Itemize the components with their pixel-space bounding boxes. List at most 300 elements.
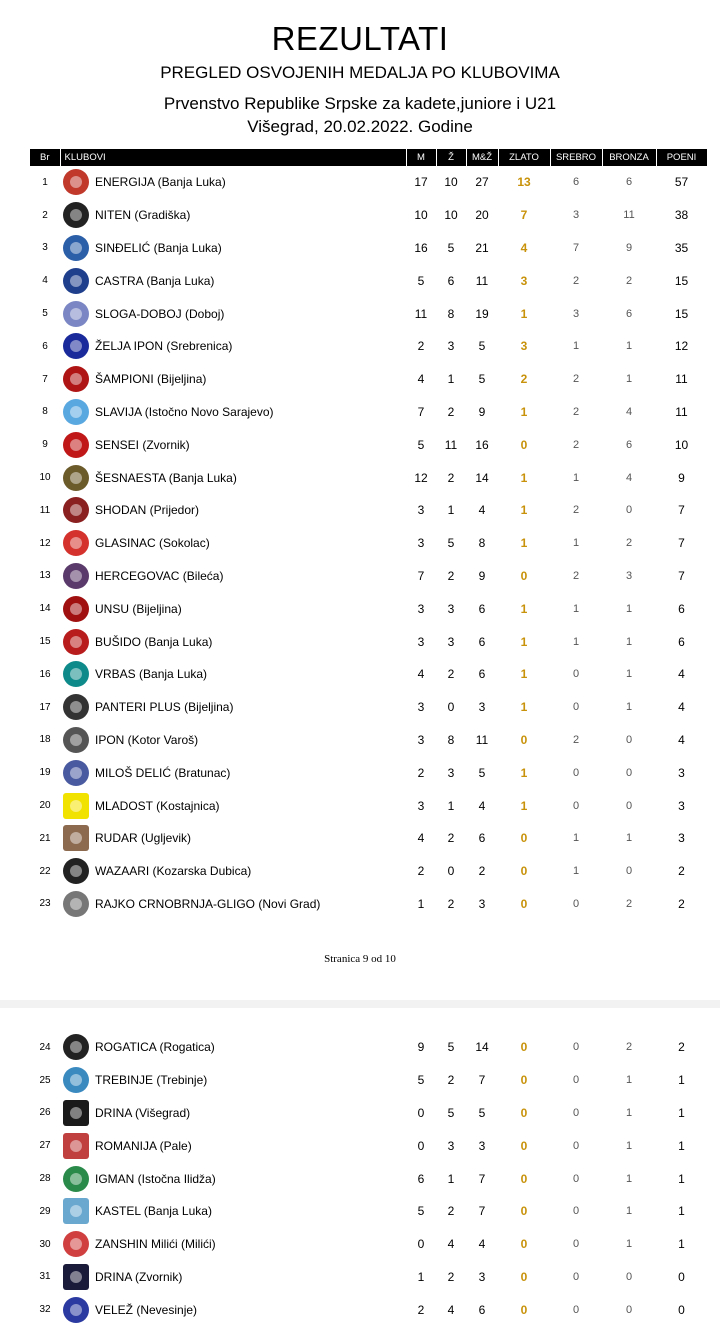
silver-cell: 2 xyxy=(572,274,580,287)
female-count-cell: 0 xyxy=(447,700,455,715)
club-cell xyxy=(60,1228,406,1261)
bronze-cell: 9 xyxy=(625,241,633,254)
gold-cell: 0 xyxy=(520,864,528,879)
female-count-cell: 2 xyxy=(447,470,455,485)
male-count-cell: 3 xyxy=(417,700,425,715)
female-count-cell: 5 xyxy=(447,1040,455,1055)
club-cell xyxy=(60,691,406,724)
club-name: ROGATICA (Rogatica) xyxy=(95,1040,215,1055)
club-logo-icon xyxy=(63,694,89,720)
club-cell xyxy=(60,428,406,461)
bronze-cell: 1 xyxy=(625,1238,633,1251)
table-row xyxy=(30,232,707,265)
male-count-cell: 11 xyxy=(414,306,428,321)
male-count-cell: 1 xyxy=(417,896,425,911)
bronze-cell: 1 xyxy=(625,340,633,353)
table-row xyxy=(30,199,707,232)
club-logo-icon xyxy=(63,727,89,753)
club-cell xyxy=(60,1261,406,1294)
female-count-cell: 2 xyxy=(447,831,455,846)
rank-cell: 30 xyxy=(39,1238,51,1250)
club-cell xyxy=(60,297,406,330)
female-count-cell: 3 xyxy=(447,1138,455,1153)
points-cell: 38 xyxy=(674,208,689,223)
club-name: PANTERI PLUS (Bijeljina) xyxy=(95,700,234,715)
total-count-cell: 3 xyxy=(478,896,486,911)
bronze-cell: 1 xyxy=(625,1106,633,1119)
gold-cell: 1 xyxy=(520,765,528,780)
table-row xyxy=(30,297,707,330)
rank-cell: 12 xyxy=(39,537,51,549)
silver-cell: 2 xyxy=(572,569,580,582)
female-count-cell: 6 xyxy=(447,273,455,288)
table-row xyxy=(30,724,707,757)
rank-cell: 32 xyxy=(39,1304,51,1316)
total-count-cell: 6 xyxy=(478,667,486,682)
club-logo-icon xyxy=(63,366,89,392)
gold-cell: 0 xyxy=(520,1138,528,1153)
silver-cell: 2 xyxy=(572,438,580,451)
table-row xyxy=(30,1129,707,1162)
male-count-cell: 5 xyxy=(417,1204,425,1219)
table-row xyxy=(30,789,707,822)
club-cell xyxy=(60,855,406,888)
female-count-cell: 2 xyxy=(447,1204,455,1219)
club-logo-icon xyxy=(63,169,89,195)
male-count-cell: 2 xyxy=(417,864,425,879)
gold-cell: 0 xyxy=(520,1171,528,1186)
total-count-cell: 21 xyxy=(475,240,489,255)
club-cell xyxy=(60,166,406,199)
table-row xyxy=(30,592,707,625)
club-cell xyxy=(60,1293,406,1326)
silver-cell: 0 xyxy=(572,1106,580,1119)
bronze-cell: 3 xyxy=(625,569,633,582)
gold-cell: 0 xyxy=(520,1302,528,1317)
male-count-cell: 3 xyxy=(417,536,425,551)
table-row xyxy=(30,1261,707,1294)
page-title: REZULTATI xyxy=(271,20,449,57)
gold-cell: 0 xyxy=(520,568,528,583)
club-name: WAZAARI (Kozarska Dubica) xyxy=(95,864,252,879)
silver-cell: 1 xyxy=(572,865,580,878)
table-row xyxy=(30,756,707,789)
silver-cell: 0 xyxy=(572,897,580,910)
female-count-cell: 10 xyxy=(444,208,458,223)
club-name: ENERGIJA (Banja Luka) xyxy=(95,175,226,190)
gold-cell: 1 xyxy=(520,536,528,551)
male-count-cell: 0 xyxy=(417,1105,425,1120)
bronze-cell: 1 xyxy=(625,373,633,386)
female-count-cell: 2 xyxy=(447,1073,455,1088)
points-cell: 11 xyxy=(675,404,688,419)
bronze-cell: 2 xyxy=(625,274,633,287)
female-count-cell: 1 xyxy=(447,798,455,813)
total-count-cell: 3 xyxy=(478,700,486,715)
male-count-cell: 4 xyxy=(417,831,425,846)
club-cell xyxy=(60,1129,406,1162)
gold-cell: 7 xyxy=(520,208,528,223)
header-silver: SREBRO xyxy=(550,149,602,166)
female-count-cell: 8 xyxy=(447,306,455,321)
female-count-cell: 3 xyxy=(447,765,455,780)
club-cell xyxy=(60,461,406,494)
points-cell: 12 xyxy=(674,339,689,354)
table-row xyxy=(30,330,707,363)
table-row xyxy=(30,1064,707,1097)
points-cell: 4 xyxy=(678,667,685,682)
rank-cell: 7 xyxy=(42,373,48,385)
gold-cell: 0 xyxy=(520,1105,528,1120)
female-count-cell: 5 xyxy=(447,1105,455,1120)
female-count-cell: 3 xyxy=(447,634,455,649)
points-cell: 6 xyxy=(678,601,685,616)
bronze-cell: 6 xyxy=(625,438,633,451)
rank-cell: 14 xyxy=(39,603,51,615)
silver-cell: 1 xyxy=(572,602,580,615)
table-row xyxy=(30,1228,707,1261)
gold-cell: 0 xyxy=(520,1204,528,1219)
club-logo-icon xyxy=(63,825,89,851)
bronze-cell: 2 xyxy=(625,537,633,550)
total-count-cell: 14 xyxy=(475,1040,489,1055)
male-count-cell: 7 xyxy=(417,568,425,583)
silver-cell: 0 xyxy=(572,668,580,681)
total-count-cell: 5 xyxy=(478,1105,486,1120)
club-name: NITEN (Gradiška) xyxy=(95,208,191,223)
male-count-cell: 2 xyxy=(417,339,425,354)
bronze-cell: 4 xyxy=(625,405,633,418)
bronze-cell: 4 xyxy=(625,471,633,484)
gold-cell: 3 xyxy=(520,339,528,354)
club-name: SINĐELIĆ (Banja Luka) xyxy=(95,240,222,255)
total-count-cell: 20 xyxy=(475,208,489,223)
club-logo-icon xyxy=(63,793,89,819)
page-footer: Stranica 9 od 10 xyxy=(324,953,396,965)
points-cell: 3 xyxy=(678,831,685,846)
points-cell: 7 xyxy=(678,536,685,551)
points-cell: 0 xyxy=(678,1302,685,1317)
results-table-continued xyxy=(30,1031,707,1326)
points-cell: 2 xyxy=(678,864,685,879)
female-count-cell: 2 xyxy=(447,667,455,682)
points-cell: 2 xyxy=(678,896,685,911)
club-logo-icon xyxy=(63,629,89,655)
total-count-cell: 2 xyxy=(478,864,486,879)
club-cell xyxy=(60,789,406,822)
header-z: Ž xyxy=(436,149,466,166)
club-logo-icon xyxy=(63,661,89,687)
male-count-cell: 16 xyxy=(414,240,428,255)
header-clubs: KLUBOVI xyxy=(60,149,406,166)
total-count-cell: 27 xyxy=(475,175,489,190)
female-count-cell: 1 xyxy=(447,1171,455,1186)
club-logo-icon xyxy=(63,1297,89,1323)
silver-cell: 7 xyxy=(572,241,580,254)
rank-cell: 15 xyxy=(39,636,51,648)
club-logo-icon xyxy=(63,1100,89,1126)
silver-cell: 6 xyxy=(572,176,580,189)
rank-cell: 27 xyxy=(39,1140,51,1152)
rank-cell: 17 xyxy=(39,701,51,713)
club-name: ZANSHIN Milići (Milići) xyxy=(95,1237,216,1252)
club-cell xyxy=(60,888,406,921)
gold-cell: 3 xyxy=(520,273,528,288)
total-count-cell: 11 xyxy=(475,273,489,288)
club-cell xyxy=(60,199,406,232)
points-cell: 15 xyxy=(674,306,689,321)
silver-cell: 2 xyxy=(572,504,580,517)
female-count-cell: 2 xyxy=(447,404,455,419)
club-cell xyxy=(60,1064,406,1097)
gold-cell: 1 xyxy=(520,601,528,616)
club-cell xyxy=(60,527,406,560)
club-logo-icon xyxy=(63,301,89,327)
club-name: SHODAN (Prijedor) xyxy=(95,503,200,518)
points-cell: 7 xyxy=(678,568,685,583)
total-count-cell: 11 xyxy=(475,732,489,747)
club-logo-icon xyxy=(63,1264,89,1290)
bronze-cell: 1 xyxy=(625,668,633,681)
total-count-cell: 6 xyxy=(478,1302,486,1317)
male-count-cell: 3 xyxy=(417,798,425,813)
table-row xyxy=(30,494,707,527)
female-count-cell: 5 xyxy=(447,240,455,255)
total-count-cell: 4 xyxy=(478,503,486,518)
club-logo-icon xyxy=(63,530,89,556)
gold-cell: 0 xyxy=(520,1073,528,1088)
rank-cell: 11 xyxy=(39,504,51,516)
bronze-cell: 1 xyxy=(625,832,633,845)
points-cell: 1 xyxy=(678,1204,685,1219)
gold-cell: 0 xyxy=(520,1040,528,1055)
gold-cell: 1 xyxy=(520,404,528,419)
female-count-cell: 2 xyxy=(447,568,455,583)
female-count-cell: 4 xyxy=(447,1302,455,1317)
gold-cell: 1 xyxy=(520,667,528,682)
header-points: POENI xyxy=(656,149,707,166)
club-name: DRINA (Višegrad) xyxy=(95,1105,191,1120)
rank-cell: 28 xyxy=(39,1173,51,1185)
club-name: DRINA (Zvornik) xyxy=(95,1269,183,1284)
silver-cell: 0 xyxy=(572,1238,580,1251)
total-count-cell: 4 xyxy=(478,798,486,813)
silver-cell: 0 xyxy=(572,1270,580,1283)
bronze-cell: 1 xyxy=(625,1205,633,1218)
club-cell xyxy=(60,822,406,855)
club-name: HERCEGOVAC (Bileća) xyxy=(95,568,224,583)
male-count-cell: 4 xyxy=(417,372,425,387)
male-count-cell: 10 xyxy=(414,208,428,223)
bronze-cell: 0 xyxy=(625,766,633,779)
table-row xyxy=(30,166,707,199)
club-cell xyxy=(60,625,406,658)
total-count-cell: 14 xyxy=(475,470,489,485)
male-count-cell: 7 xyxy=(417,404,425,419)
page-subtitle: PREGLED OSVOJENIH MEDALJA PO KLUBOVIMA xyxy=(160,63,560,82)
club-name: IPON (Kotor Varoš) xyxy=(95,732,199,747)
table-row xyxy=(30,822,707,855)
female-count-cell: 4 xyxy=(447,1237,455,1252)
club-name: RAJKO CRNOBRNJA-GLIGO (Novi Grad) xyxy=(95,896,321,911)
club-name: GLASINAC (Sokolac) xyxy=(95,536,210,551)
total-count-cell: 5 xyxy=(478,372,486,387)
table-row xyxy=(30,691,707,724)
club-logo-icon xyxy=(63,202,89,228)
gold-cell: 1 xyxy=(520,798,528,813)
table-row xyxy=(30,625,707,658)
male-count-cell: 2 xyxy=(417,765,425,780)
points-cell: 2 xyxy=(678,1040,685,1055)
bronze-cell: 1 xyxy=(625,1172,633,1185)
bronze-cell: 1 xyxy=(625,602,633,615)
rank-cell: 21 xyxy=(39,832,51,844)
female-count-cell: 1 xyxy=(447,372,455,387)
gold-cell: 0 xyxy=(520,831,528,846)
club-name: CASTRA (Banja Luka) xyxy=(95,273,215,288)
total-count-cell: 6 xyxy=(478,601,486,616)
points-cell: 15 xyxy=(674,273,689,288)
club-name: SENSEI (Zvornik) xyxy=(95,437,190,452)
silver-cell: 0 xyxy=(572,701,580,714)
table-row xyxy=(30,363,707,396)
rank-cell: 18 xyxy=(39,734,51,746)
club-name: SLOGA-DOBOJ (Doboj) xyxy=(95,306,225,321)
total-count-cell: 7 xyxy=(478,1073,486,1088)
male-count-cell: 1 xyxy=(417,1269,425,1284)
points-cell: 35 xyxy=(674,240,689,255)
silver-cell: 0 xyxy=(572,1205,580,1218)
total-count-cell: 6 xyxy=(478,634,486,649)
club-logo-icon xyxy=(63,497,89,523)
bronze-cell: 2 xyxy=(625,1041,633,1054)
female-count-cell: 3 xyxy=(447,601,455,616)
club-logo-icon xyxy=(63,1198,89,1224)
table-row xyxy=(30,855,707,888)
rank-cell: 25 xyxy=(39,1074,51,1086)
rank-cell: 13 xyxy=(39,570,51,582)
club-name: ROMANIJA (Pale) xyxy=(95,1138,192,1153)
rank-cell: 10 xyxy=(39,472,51,484)
total-count-cell: 5 xyxy=(478,339,486,354)
gold-cell: 1 xyxy=(520,470,528,485)
table-row xyxy=(30,396,707,429)
total-count-cell: 19 xyxy=(475,306,489,321)
club-logo-icon xyxy=(63,268,89,294)
silver-cell: 0 xyxy=(572,1139,580,1152)
silver-cell: 1 xyxy=(572,471,580,484)
gold-cell: 1 xyxy=(520,503,528,518)
bronze-cell: 1 xyxy=(625,1074,633,1087)
silver-cell: 3 xyxy=(572,307,580,320)
gold-cell: 0 xyxy=(520,1269,528,1284)
club-cell xyxy=(60,560,406,593)
silver-cell: 3 xyxy=(572,209,580,222)
silver-cell: 2 xyxy=(572,373,580,386)
male-count-cell: 0 xyxy=(417,1237,425,1252)
rank-cell: 8 xyxy=(42,406,48,418)
male-count-cell: 9 xyxy=(417,1040,425,1055)
rank-cell: 4 xyxy=(42,275,48,287)
club-cell xyxy=(60,724,406,757)
rank-cell: 19 xyxy=(39,767,51,779)
male-count-cell: 3 xyxy=(417,634,425,649)
gold-cell: 1 xyxy=(520,700,528,715)
bronze-cell: 0 xyxy=(625,504,633,517)
bronze-cell: 0 xyxy=(625,1270,633,1283)
header-gold: ZLATO xyxy=(498,149,550,166)
total-count-cell: 6 xyxy=(478,831,486,846)
points-cell: 4 xyxy=(678,732,685,747)
total-count-cell: 7 xyxy=(478,1171,486,1186)
club-name: MLADOST (Kostajnica) xyxy=(95,798,220,813)
points-cell: 9 xyxy=(678,470,685,485)
club-name: VRBAS (Banja Luka) xyxy=(95,667,208,682)
gold-cell: 4 xyxy=(520,240,528,255)
rank-cell: 29 xyxy=(39,1205,51,1217)
club-name: UNSU (Bijeljina) xyxy=(95,601,182,616)
points-cell: 10 xyxy=(674,437,689,452)
club-name: ŽELJA IPON (Srebrenica) xyxy=(95,339,233,354)
table-row xyxy=(30,264,707,297)
male-count-cell: 12 xyxy=(414,470,428,485)
table-row xyxy=(30,461,707,494)
total-count-cell: 4 xyxy=(478,1237,486,1252)
club-cell xyxy=(60,1031,406,1064)
club-cell xyxy=(60,1162,406,1195)
rank-cell: 2 xyxy=(42,209,48,221)
club-logo-icon xyxy=(63,596,89,622)
table-header-row xyxy=(30,149,707,166)
club-cell xyxy=(60,592,406,625)
club-cell xyxy=(60,494,406,527)
gold-cell: 0 xyxy=(520,437,528,452)
female-count-cell: 11 xyxy=(444,437,458,452)
total-count-cell: 9 xyxy=(478,404,486,419)
bronze-cell: 6 xyxy=(625,176,633,189)
bronze-cell: 0 xyxy=(625,733,633,746)
silver-cell: 0 xyxy=(572,1303,580,1316)
club-logo-icon xyxy=(63,1133,89,1159)
silver-cell: 1 xyxy=(572,635,580,648)
rank-cell: 20 xyxy=(39,800,51,812)
club-logo-icon xyxy=(63,1231,89,1257)
silver-cell: 2 xyxy=(572,405,580,418)
rank-cell: 23 xyxy=(39,898,51,910)
club-logo-icon xyxy=(63,333,89,359)
club-cell xyxy=(60,232,406,265)
club-logo-icon xyxy=(63,858,89,884)
club-logo-icon xyxy=(63,235,89,261)
club-logo-icon xyxy=(63,465,89,491)
club-cell xyxy=(60,658,406,691)
table-row xyxy=(30,428,707,461)
total-count-cell: 5 xyxy=(478,765,486,780)
total-count-cell: 16 xyxy=(475,437,489,452)
gold-cell: 0 xyxy=(520,896,528,911)
female-count-cell: 0 xyxy=(447,864,455,879)
total-count-cell: 8 xyxy=(478,536,486,551)
club-name: RUDAR (Ugljevik) xyxy=(95,831,192,846)
silver-cell: 0 xyxy=(572,766,580,779)
silver-cell: 0 xyxy=(572,1172,580,1185)
place-date: Višegrad, 20.02.2022. Godine xyxy=(247,117,473,136)
gold-cell: 0 xyxy=(520,1237,528,1252)
bronze-cell: 1 xyxy=(625,1139,633,1152)
club-name: BUŠIDO (Banja Luka) xyxy=(95,634,213,649)
points-cell: 1 xyxy=(678,1237,685,1252)
points-cell: 57 xyxy=(674,175,689,190)
